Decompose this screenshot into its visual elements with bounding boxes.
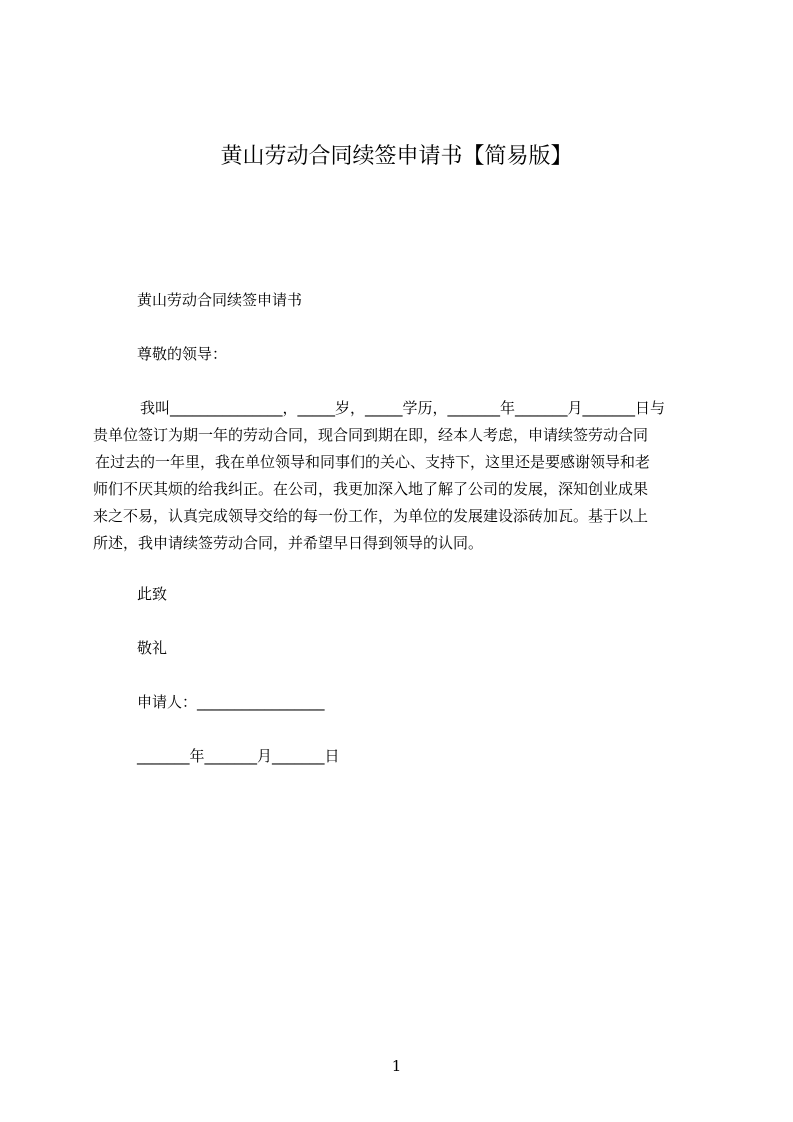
body-line-2: 贵单位签订为期一年的劳动合同，现合同到期在即，经本人考虑，申请续签劳动合同 [93,426,649,444]
closing-salute: 敬礼 [137,639,168,657]
salutation: 尊敬的领导： [137,345,228,363]
page-number: 1 [391,1057,402,1075]
document-title: 黄山劳动合同续签申请书【简易版】 [220,144,573,169]
body-line-4: 师们不厌其烦的给我纠正。在公司，我更加深入地了解了公司的发展，深知创业成果 [93,480,649,498]
body-line-1: 我叫_______________，_____岁，_____学历，_______年_______月_______日与 [140,399,666,417]
body-line-6: 所述，我申请续签劳动合同，并希望早日得到领导的认同。 [93,534,484,552]
body-line-3: 在过去的一年里，我在单位领导和同事们的关心、支持下，这里还是要感谢领导和老 [95,453,651,471]
letter-heading: 黄山劳动合同续签申请书 [137,291,303,309]
applicant-signature-line: 申请人：_________________ [137,693,325,711]
closing-greeting: 此致 [137,585,168,603]
date-line: _______年_______月_______日 [137,747,340,765]
body-line-5: 来之不易，认真完成领导交给的每一份工作，为单位的发展建设添砖加瓦。基于以上 [93,507,649,525]
